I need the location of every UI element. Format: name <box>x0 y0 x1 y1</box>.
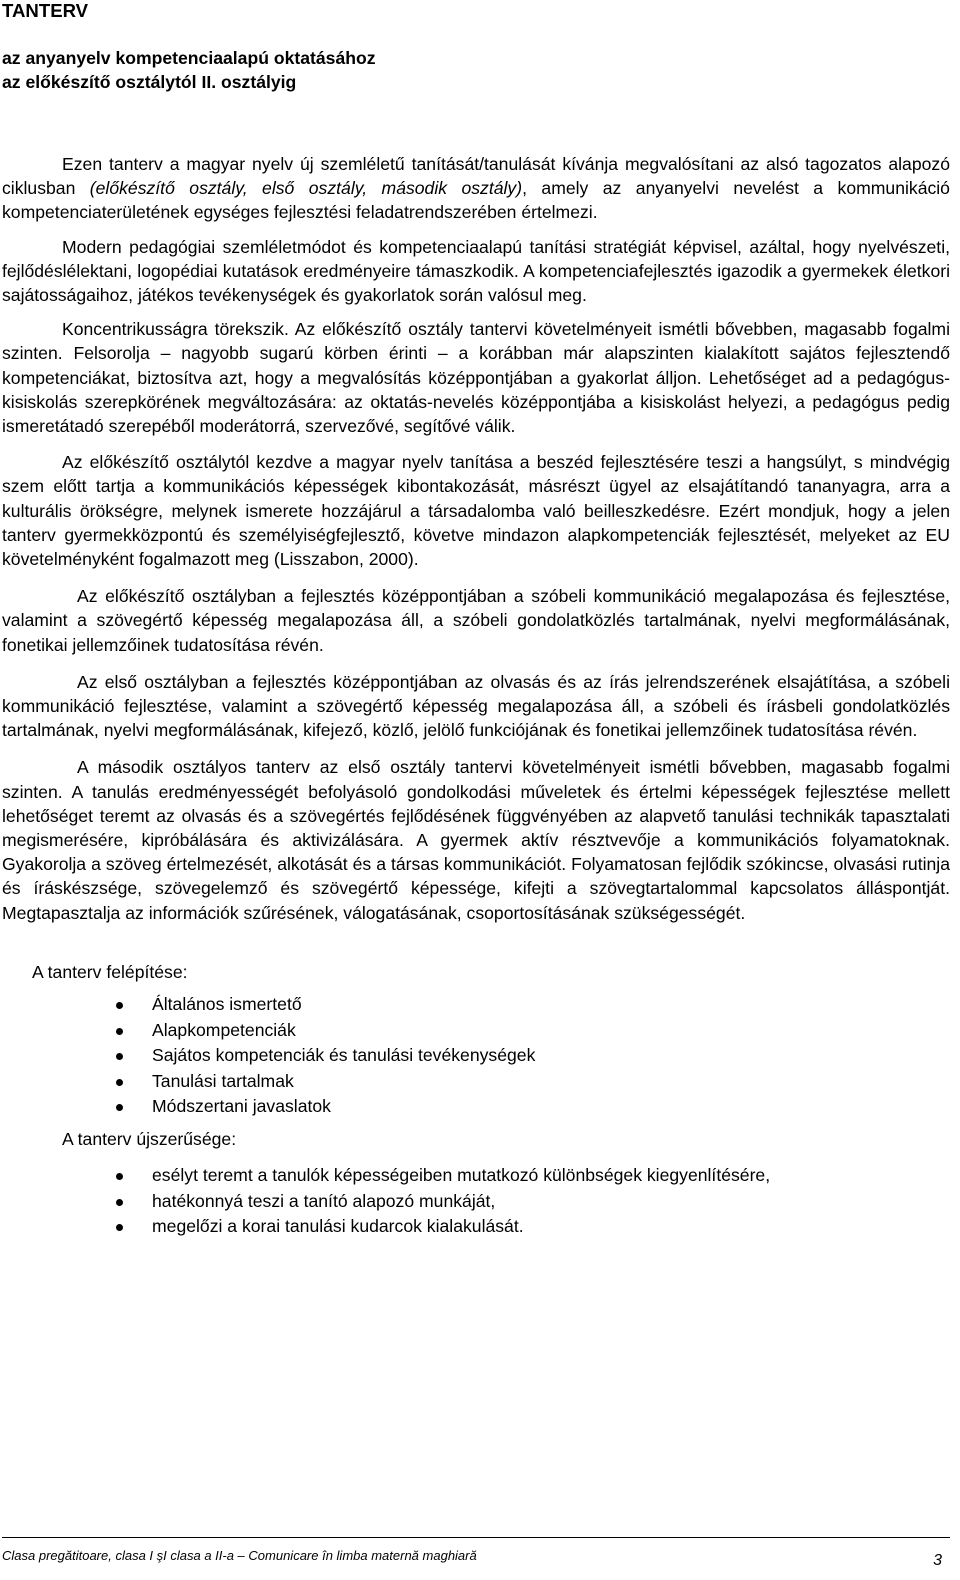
paragraph-intro <box>2 152 950 225</box>
list-item: hatékonnyá teszi a tanító alapozó munkáját, <box>2 1189 950 1215</box>
subtitle-line-2: az előkészítő osztálytól II. osztályig <box>2 72 297 92</box>
footer-text: Clasa pregătitoare, clasa I şI clasa a II-a – Comunicare în limba maternă maghiară <box>2 1548 477 1563</box>
structure-heading: A tanterv felépítése: <box>32 961 188 982</box>
document-page <box>2 0 952 1580</box>
bullet-icon <box>116 1104 123 1111</box>
novelty-list <box>2 1163 950 1240</box>
paragraph-koncentrikus: Koncentrikusságra törekszik. Az előkészítő osztály tantervi követelményeit ismétli bővebben, magasabb fogalmi szinten. Felsorolja – nagyobb sugarú körben érinti – a korábban már alapszinten kialakított sajátos fejlesztendő kompetenciákat, biztosítva azt, hogy a megvalósítás középpontjában a gyakorlat álljon. Lehetőséget ad a pedagógus-kisiskolás szerepkörének megváltozására: az oktatás-nevelés középpontjába a kisiskolást helyezi, a pedagógus pedig ismeretátadó szerepéből moderátorrá, szervezővé, segítővé válik. <box>2 319 950 437</box>
bullet-icon <box>116 1028 123 1035</box>
bullet-icon <box>116 1173 123 1180</box>
page-number: 3 <box>933 1552 942 1569</box>
list-item: Sajátos kompetenciák és tanulási tevékenységek <box>2 1043 950 1069</box>
structure-list <box>2 992 950 1120</box>
list-item: esélyt teremt a tanulók képességeiben mutatkozó különbségek kiegyenlítésére, <box>2 1163 950 1189</box>
list-item: Alapkompetenciák <box>2 1018 950 1044</box>
bullet-icon <box>116 1002 123 1009</box>
bullet-icon <box>116 1224 123 1231</box>
paragraph-elokeszito-osztaly: Az előkészítő osztályban a fejlesztés középpontjában a szóbeli kommunikáció megalapozása és fejlesztése, valamint a szövegértő képesség megalapozása áll, a szóbeli gondolatközlés tartalmának, nyelvi megformálásának, fonetikai jellemzőinek tudatosítása révén. <box>2 586 950 655</box>
list-item: Módszertani javaslatok <box>2 1094 950 1120</box>
intro-text-italic: (előkészítő osztály, első osztály, második osztály) <box>89 178 523 199</box>
paragraph-elso-osztaly: Az első osztályban a fejlesztés középpontjában az olvasás és az írás jelrendszerének elsajátítása, a szóbeli kommunikáció fejlesztése, valamint a szövegértő képesség megalapozása áll, a szóbeli és írásbeli gondolatközlés tartalmának, nyelvi megformálásának, kifejező, közlő, jelölő funkciójának és fonetikai jellemzőinek tudatosítása révén. <box>2 671 950 741</box>
list-item: Tanulási tartalmak <box>2 1069 950 1095</box>
bullet-icon <box>116 1053 123 1060</box>
list-item: Általános ismertető <box>2 992 950 1018</box>
footer-divider <box>2 1537 950 1538</box>
bullet-icon <box>116 1199 123 1206</box>
novelty-heading: A tanterv újszerűsége: <box>62 1129 237 1150</box>
paragraph-masodik-osztaly: A második osztályos tanterv az első osztály tantervi követelményeit ismétli bővebben, magasabb fogalmi szinten. A tanulás eredményességét befolyásoló gondolkodási műveletek és értelmi képességek fejlesztése mellett lehetőséget teremt az olvasás és a szövegértés fejlődésének függvényében az alapvető tanulási technikák tapasztalati megismerésére, kipróbálására és aktivizálására. A gyermek aktív résztvevője a kommunikációs folyamatoknak. Gyakorolja a szöveg értelmezését, alkotását és a társas kommunikációt. Folyamatosan fejlődik szókincse, olvasási rutinja és íráskészsége, szövegelemző és szövegértő képessége, kifejti a szövegtartalommal kapcsolatos álláspontját. Megtapasztalja az információk szűrésének, válogatásának, csoportosításának szükségességét. <box>2 757 950 923</box>
subtitle-line-1: az anyanyelv kompetenciaalapú oktatásához <box>2 48 376 68</box>
paragraph-modern: Modern pedagógiai szemléletmódot és kompetenciaalapú tanítási stratégiát képvisel, azáltal, hogy nyelvészeti, fejlődéslélektani, logopédiai kutatások eredményeire támaszkodik. A kompetenciafejlesztés igazodik a gyermekek életkori sajátosságaihoz, játékos tevékenységek és gyakorlatok során valósul meg. <box>2 236 950 306</box>
bullet-icon <box>116 1079 123 1086</box>
intro-text-start: Ezen tanterv a magyar nyelv új szemléletű tanítását/tanulását kívánja megvalósítani az alsó tagozatos alapozó ciklusban <box>2 154 950 199</box>
paragraph-elokeszito: Az előkészítő osztálytól kezdve a magyar nyelv tanítása a beszéd fejlesztésére teszi a hangsúlyt, s mindvégig szem előtt tartja a kommunikációs képességek kibontakozását, másrészt ügyel az elsajátítandó tananyagra, arra a kulturális örökségre, melynek ismerete hozzájárul a társadalomba való beilleszkedésre. Ezért mondjuk, hogy a jelen tanterv gyermekközpontú és személyiségfejlesztő, követve mindazon alapkompetenciák fejlesztését, melyeket az EU követelményként fogalmazott meg (Lisszabon, 2000). <box>2 452 950 570</box>
list-item: megelőzi a korai tanulási kudarcok kialakulását. <box>2 1214 950 1240</box>
document-title: TANTERV <box>2 0 89 21</box>
document-subtitle <box>2 46 376 94</box>
document-body <box>2 152 950 1240</box>
intro-text-end: , amely az anyanyelvi nevelést a kommunikáció kompetenciaterületének egységes fejlesztési feladatrendszerében értelmezi. <box>2 178 950 223</box>
